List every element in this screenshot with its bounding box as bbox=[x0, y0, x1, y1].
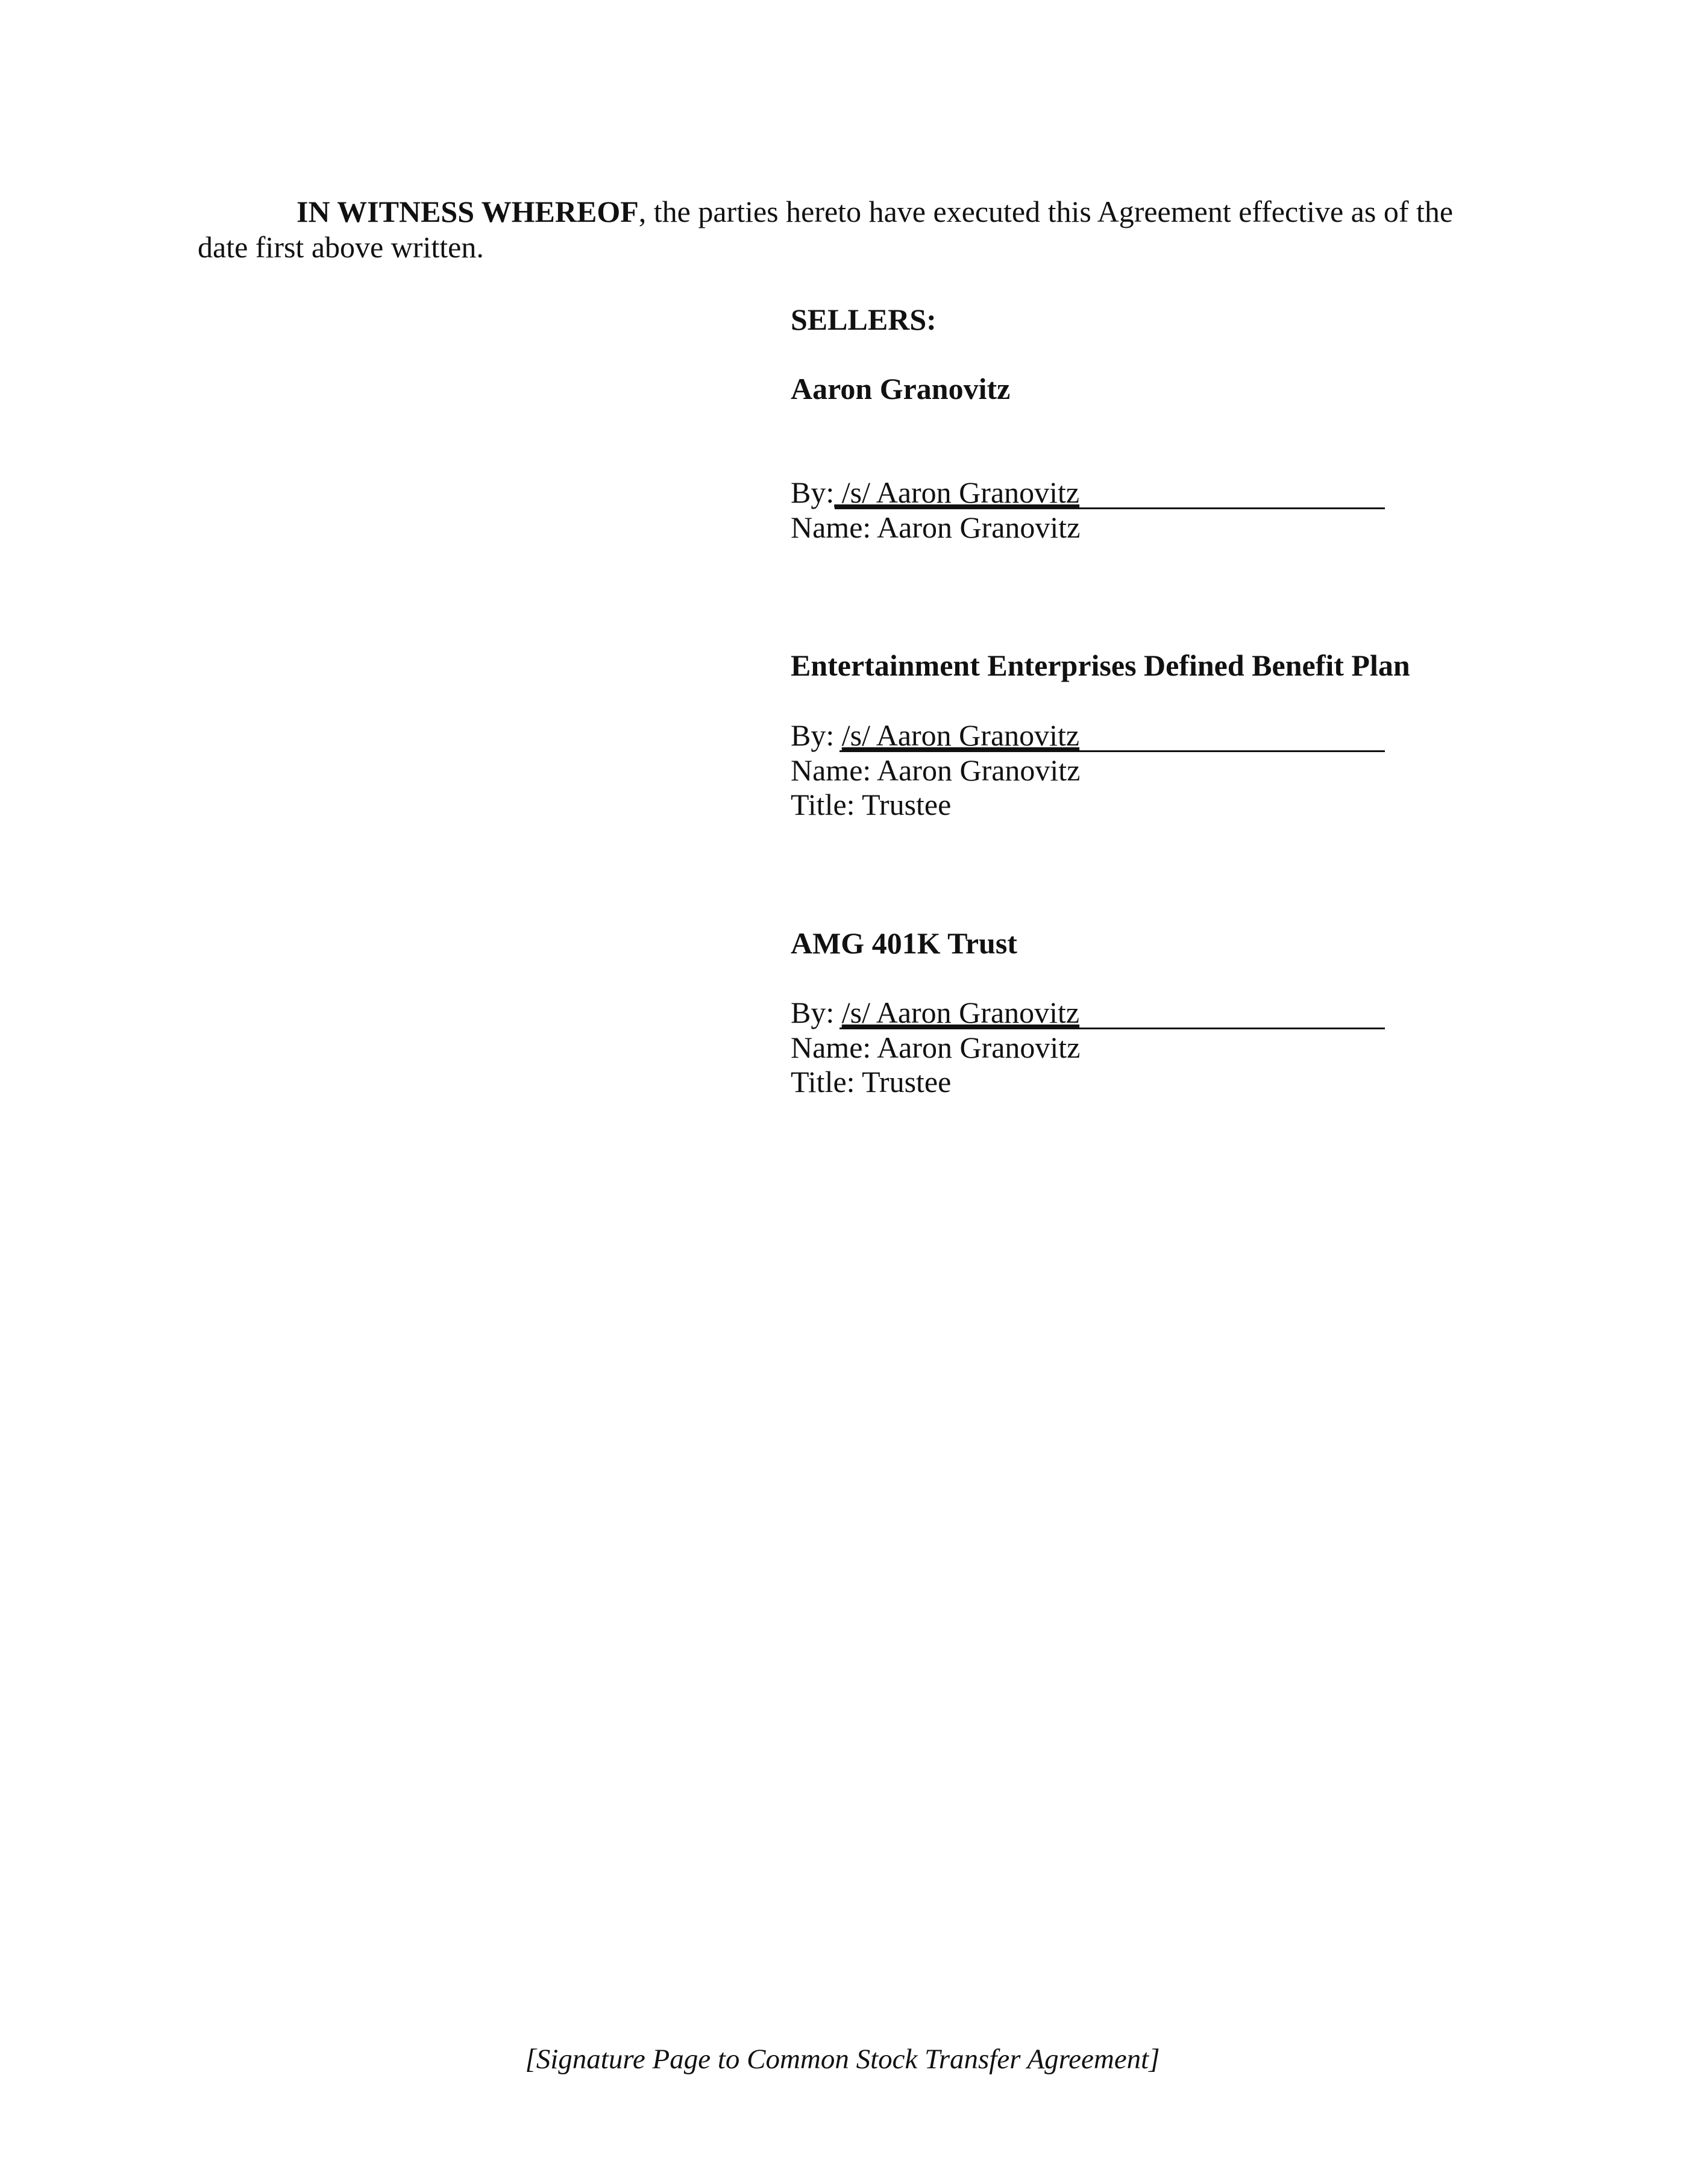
signature-value: /s/ Aaron Granovitz bbox=[841, 718, 1080, 752]
signature-line bbox=[839, 750, 1385, 752]
by-label: By: bbox=[791, 475, 835, 509]
sellers-heading: SELLERS: bbox=[791, 303, 937, 336]
by-line bbox=[791, 996, 1079, 1030]
page-footer: [Signature Page to Common Stock Transfer Agreement] bbox=[525, 2044, 1160, 2075]
intro-bold-lead: IN WITNESS WHEREOF bbox=[297, 195, 639, 228]
name-line: Name: Aaron Granovitz bbox=[791, 753, 1081, 787]
signatory-entity-name: AMG 401K Trust bbox=[791, 926, 1017, 960]
name-line: Name: Aaron Granovitz bbox=[791, 510, 1081, 544]
by-label: By: bbox=[791, 996, 842, 1029]
signatory-entity-name: Aaron Granovitz bbox=[791, 372, 1011, 406]
by-line bbox=[791, 475, 1079, 510]
signature-value: /s/ Aaron Granovitz bbox=[841, 996, 1080, 1029]
intro-text-line2: date first above written. bbox=[198, 230, 484, 264]
by-label: By: bbox=[791, 718, 842, 752]
intro-paragraph bbox=[198, 194, 1481, 265]
signature-line bbox=[835, 507, 1385, 509]
signature-line bbox=[839, 1028, 1385, 1029]
signature-value: /s/ Aaron Granovitz bbox=[834, 475, 1080, 509]
title-line: Title: Trustee bbox=[791, 788, 952, 821]
intro-text: , the parties hereto have executed this Agreement effective as of the bbox=[638, 195, 1454, 228]
signatory-entity-name: Entertainment Enterprises Defined Benefit Plan bbox=[791, 648, 1410, 682]
name-line: Name: Aaron Granovitz bbox=[791, 1031, 1081, 1064]
by-line bbox=[791, 718, 1079, 753]
title-line: Title: Trustee bbox=[791, 1065, 952, 1099]
